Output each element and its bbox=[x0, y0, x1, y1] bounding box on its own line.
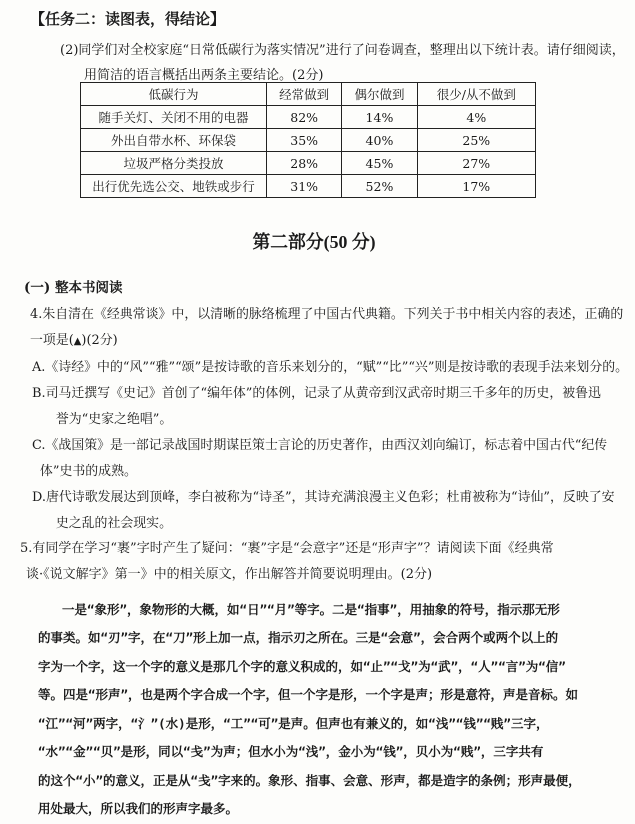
question-4 bbox=[30, 302, 632, 537]
table-cell: 35% bbox=[267, 129, 342, 152]
option-a: A.《诗经》中的“风”“雅”“颂”是按诗歌的音乐来划分的，“赋”“比”“兴”则是按诗歌的表现手法来划分的。 bbox=[31, 360, 629, 375]
passage-line: 的这个“小”的意义，正是从“戋”字来的。象形、指事、会意、形声，都是造字的条例；形声最便， bbox=[38, 772, 581, 788]
option-c: C.《战国策》是一部记录战国时期谋臣策士言论的历史著作，由西汉刘向编订，标志着中国古代“纪传 bbox=[31, 438, 608, 453]
question-4-stem: 一项是( bbox=[30, 333, 74, 348]
passage-line: 用处最大，所以我们的形声字最多。 bbox=[38, 801, 239, 816]
table-cell: 28% bbox=[267, 152, 342, 175]
table-row bbox=[81, 129, 536, 152]
table-cell: 垃圾严格分类投放 bbox=[81, 152, 267, 175]
passage-line: 的事类。如“刃”字，在“刀”形上加一点，指示刃之所在。三是“会意”，会合两个或两个以上的 bbox=[38, 630, 559, 645]
table-cell: 25% bbox=[417, 129, 535, 152]
question-5-line1: 5.有同学在学习“裹”字时产生了疑问：“裹”字是“会意字”还是“形声字”？请阅读下面《经典常 bbox=[20, 541, 554, 556]
table-cell: 出行优先选公交、地铁或步行 bbox=[81, 175, 267, 198]
stats-table bbox=[80, 82, 536, 198]
option-b-cont: 誉为“史家之绝唱”。 bbox=[55, 412, 173, 427]
table-cell: 14% bbox=[342, 106, 417, 129]
table-row bbox=[81, 175, 536, 198]
task-heading: 【任务二：读图表，得结论】 bbox=[30, 10, 226, 28]
table-row bbox=[81, 152, 536, 175]
table-cell: 外出自带水杯、环保袋 bbox=[81, 129, 267, 152]
option-d-cont: 史之乱的社会现实。 bbox=[55, 516, 173, 531]
question-2-line1: (2)同学们对全校家庭“日常低碳行为落实情况”进行了问卷调查，整理出以下统计表。请仔细阅读， bbox=[60, 43, 625, 58]
table-cell: 随手关灯、关闭不用的电器 bbox=[81, 106, 267, 129]
passage-body bbox=[38, 624, 581, 824]
table-cell: 52% bbox=[342, 175, 417, 198]
passage-line: “水”“金”“贝”是形，同以“戋”为声；但水小为“浅”，金小为“钱”，贝小为“贱”，三字共有 bbox=[38, 744, 544, 759]
table-header: 很少/从不做到 bbox=[417, 83, 535, 106]
table-cell: 45% bbox=[342, 152, 417, 175]
question-4-line1: 4.朱自清在《经典常谈》中，以清晰的脉络梳理了中国古代典籍。下列关于书中相关内容的表述，正确的 bbox=[30, 307, 624, 322]
part-title: 第二部分(50 分) bbox=[252, 232, 376, 252]
table-cell: 4% bbox=[417, 106, 535, 129]
option-d: D.唐代诗歌发展达到顶峰，李白被称为“诗圣”，其诗充满浪漫主义色彩；杜甫被称为“诗仙”，反映了安 bbox=[31, 490, 615, 505]
table-cell: 82% bbox=[267, 106, 342, 129]
answer-blank-mark: ▲ bbox=[73, 336, 82, 347]
section-title: (一) 整本书阅读 bbox=[24, 280, 123, 296]
question-2 bbox=[60, 38, 625, 88]
table-header: 经常做到 bbox=[267, 83, 342, 106]
table-header: 偶尔做到 bbox=[342, 83, 417, 106]
question-4-score: )(2分) bbox=[81, 333, 118, 348]
passage-line: 字为一个字，这一个字的意义是那几个字的意义积成的，如“止”“戈”为“武”，“人”“言”为“信” bbox=[38, 658, 566, 674]
table-cell: 27% bbox=[417, 152, 535, 175]
table-cell: 17% bbox=[417, 175, 535, 198]
table-cell: 40% bbox=[342, 129, 417, 152]
passage-start: 一是“象形”，象物形的大概，如“日”“月”等字。二是“指事”，用抽象的符号，指示那无形 bbox=[62, 602, 560, 617]
question-2-line2: 用简洁的语言概括出两条主要结论。(2分) bbox=[84, 68, 324, 83]
passage-line: “江”“河”两字，“氵”(水)是形，“工”“可”是声。但声也有兼义的，如“浅”“钱”“贱”三字， bbox=[38, 715, 549, 731]
passage-line: 等。四是“形声”，也是两个字合成一个字，但一个字是形，一个字是声；形是意符，声是音标。如 bbox=[38, 687, 579, 702]
question-5 bbox=[20, 536, 554, 588]
table-header: 低碳行为 bbox=[81, 83, 267, 106]
question-4-line2 bbox=[30, 328, 628, 355]
table-cell: 31% bbox=[267, 175, 342, 198]
option-b: B.司马迁撰写《史记》首创了“编年体”的体例，记录了从黄帝到汉武帝时期三千多年的历史，被鲁迅 bbox=[31, 386, 601, 401]
question-5-line2: 谈·《说文解字》第一》中的相关原文，作出解答并简要说明理由。(2分) bbox=[26, 567, 433, 582]
table-row bbox=[81, 106, 536, 129]
option-c-cont: 体”史书的成熟。 bbox=[39, 464, 137, 479]
table-header-row bbox=[81, 83, 536, 106]
